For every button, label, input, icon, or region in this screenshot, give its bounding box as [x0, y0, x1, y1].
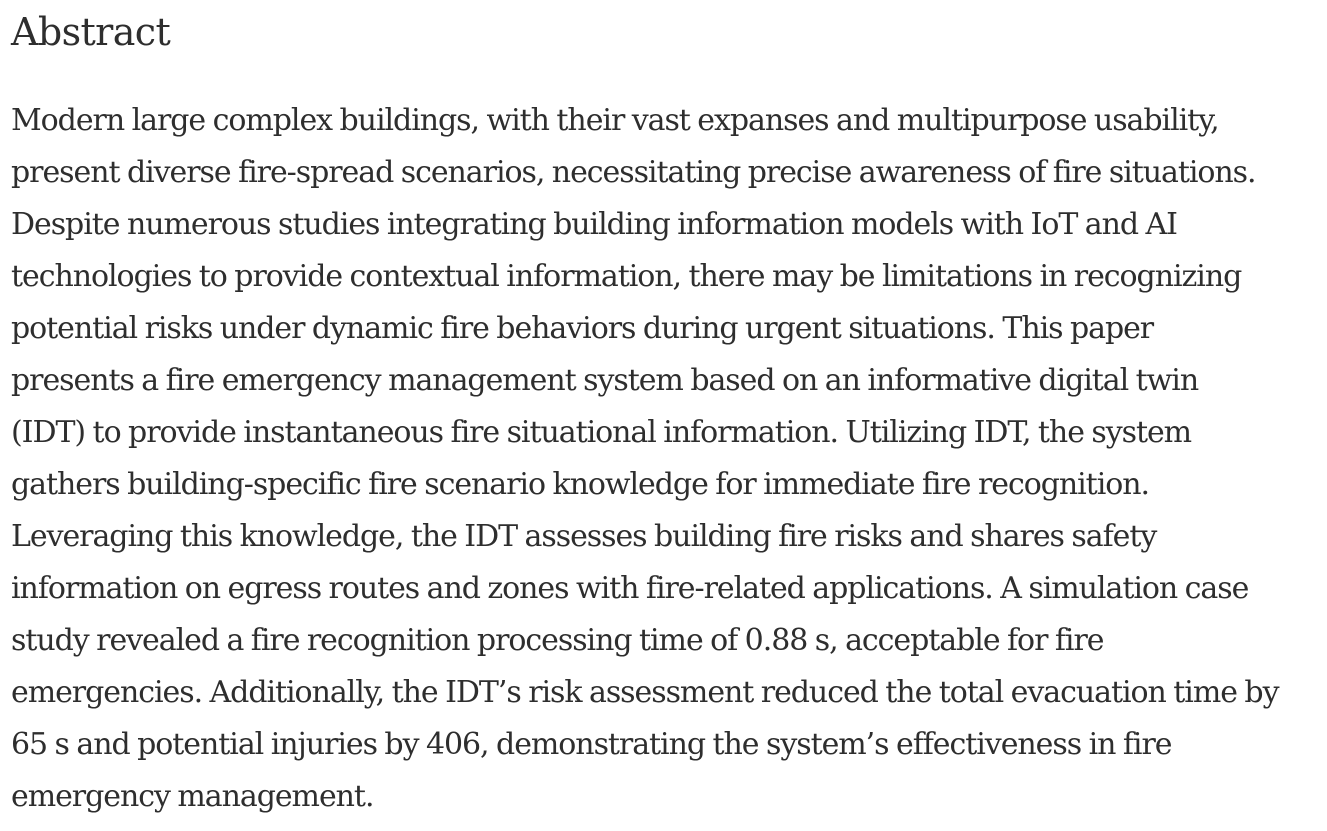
abstract-line: study revealed a fire recognition processing time of 0.88 s, acceptable for fire	[11, 623, 1104, 658]
abstract-line: Modern large complex buildings, with their vast expanses and multipurpose usability,	[11, 103, 1219, 138]
abstract-line: Leveraging this knowledge, the IDT assesses building fire risks and shares safety	[11, 519, 1157, 554]
abstract-line: gathers building-specific fire scenario knowledge for immediate fire recognition.	[11, 467, 1150, 502]
abstract-heading: Abstract	[11, 10, 171, 54]
abstract-line: (IDT) to provide instantaneous fire situational information. Utilizing IDT, the system	[11, 415, 1192, 450]
abstract-line: information on egress routes and zones with fire-related applications. A simulation case	[11, 571, 1249, 606]
abstract-line: emergencies. Additionally, the IDT’s risk assessment reduced the total evacuation time by	[11, 675, 1279, 710]
abstract-line: presents a fire emergency management system based on an informative digital twin	[11, 363, 1199, 398]
abstract-line: potential risks under dynamic fire behaviors during urgent situations. This paper	[11, 311, 1154, 346]
abstract-body	[11, 95, 1323, 823]
abstract-line: present diverse fire-spread scenarios, necessitating precise awareness of fire situations.	[11, 155, 1256, 190]
abstract-line: Despite numerous studies integrating building information models with IoT and AI	[11, 207, 1177, 242]
abstract-line: emergency management.	[11, 779, 374, 814]
abstract-line: 65 s and potential injuries by 406, demonstrating the system’s effectiveness in fire	[11, 727, 1172, 762]
abstract-section	[11, 0, 1323, 823]
abstract-line: technologies to provide contextual information, there may be limitations in recognizing	[11, 259, 1242, 294]
